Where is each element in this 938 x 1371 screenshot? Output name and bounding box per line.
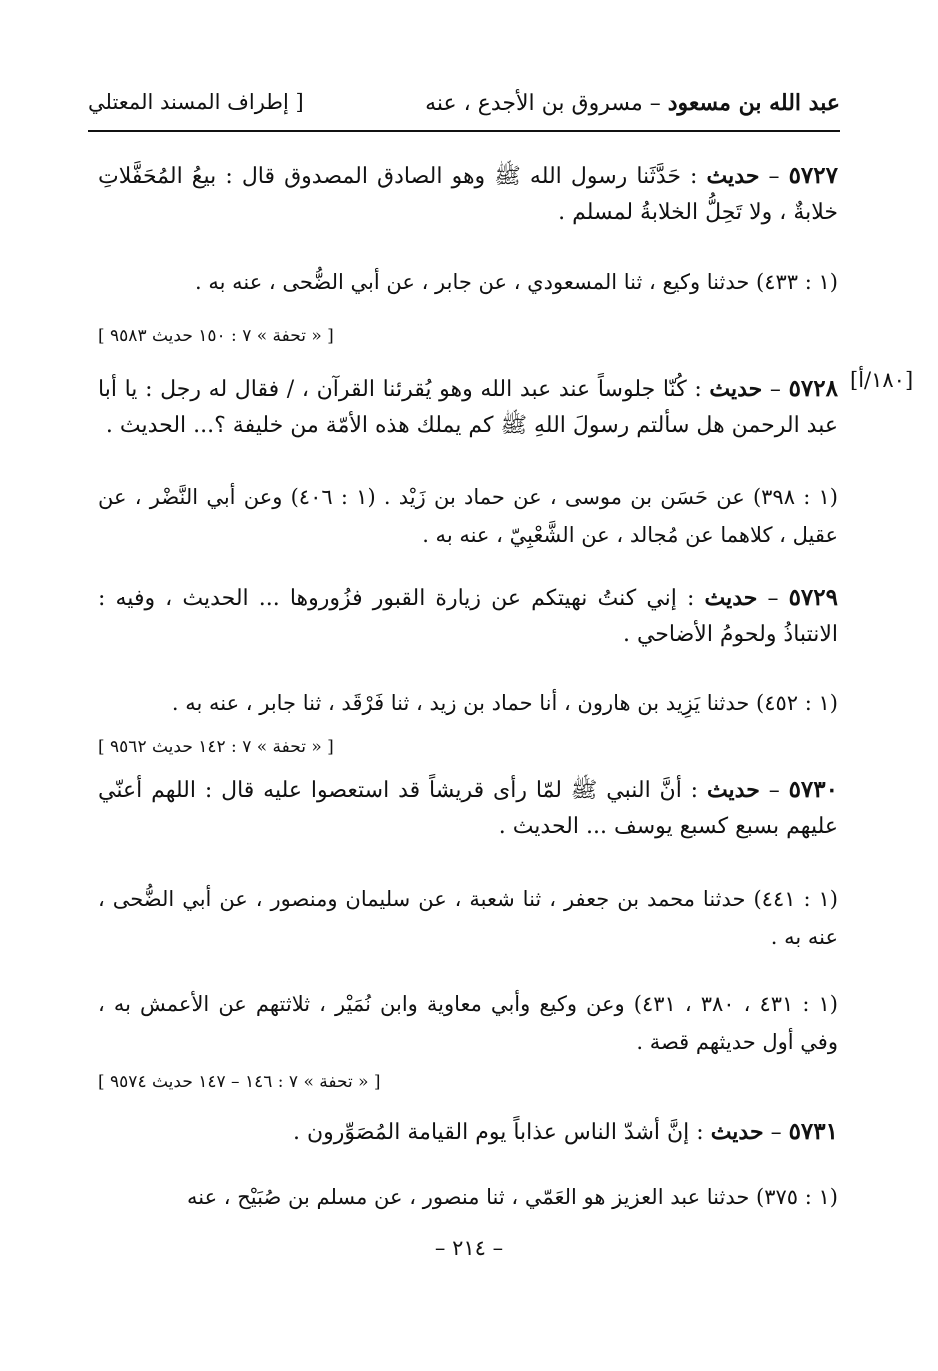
hadith-text: ٥٧٣٠ – حديث : أنَّ النبي ﷺ لمّا رأى قريشاً قد استعصوا عليه قال : اللهم أعنّي عليهم بسبع كسبع يوسف ... الحديث . [98,776,838,839]
hadith-keyword: حديث [704,585,758,611]
hadith-number: ٥٧٢٩ [788,584,838,611]
header-title-bold: عبد الله بن مسعود [667,90,840,116]
hadith-number: ٥٧٢٧ [788,162,838,189]
hadith-keyword: حديث [709,376,763,402]
header-title [425,90,840,116]
hadith-number: ٥٧٣٠ [788,776,838,803]
tuhfa-reference [98,1072,838,1092]
hadith-source-additional: (١ : ٤٣١ ، ٣٨٠ ، ٤٣١) وعن وكيع وأبي معاوية وابن نُمَيْر ، ثلاثتهم عن الأعمش به ، وفي أول حديثهم قصة . [98,992,838,1054]
hadith-source: (١ : ٤٤١) حدثنا محمد بن جعفر ، ثنا شعبة ، عن سليمان ومنصور ، عن أبي الضُّحى ، عنه به . [98,887,838,949]
tuhfa-text: [ « تحفة » ٧ : ١٤٦ – ١٤٧ حديث ٩٥٧٤ ] [98,1072,381,1092]
header-title-rest: – مسروق بن الأجدع ، عنه [425,91,668,116]
hadith-number: ٥٧٣١ [788,1118,838,1145]
hadith-body: : أنَّ النبي ﷺ لمّا رأى قريشاً قد استعصوا عليه قال : اللهم أعنّي عليهم بسبع كسبع يوسف ... الحديث . [98,778,838,839]
header-rule [88,130,840,132]
hadith-keyword: حديث [706,163,760,189]
page-number: – ٢١٤ – [434,1236,504,1260]
hadith-source: (١ : ٤٥٢) حدثنا يَزِيد بن هارون ، أنا حماد بن زيد ، ثنا فَرْقَد ، ثنا جابر ، عنه به . [171,691,838,715]
hadith-text: ٥٧٢٩ – حديث : إني كنتُ نهيتكم عن زيارة القبور فزُوروها ... الحديث ، وفيه : الانتباذُ ولحومُ الأضاحي . [98,584,838,647]
hadith-keyword: حديث [710,1119,764,1145]
tuhfa-reference [98,326,838,346]
hadith-source: (١ : ٣٩٨) عن حَسَن بن موسى ، عن حماد بن زَيْد . (١ : ٤٠٦) وعن أبي النَّضْر ، عن عقيل ، كلاهما عن مُجالد ، عن الشَّعْبِيّ ، عنه به . [98,485,838,547]
hadith-source: (١ : ٤٣٣) حدثنا وكيع ، ثنا المسعودي ، عن جابر ، عن أبي الضُّحى ، عنه به . [194,270,838,294]
hadith-keyword: حديث [706,777,760,803]
tuhfa-text: [ « تحفة » ٧ : ١٤٢ حديث ٩٥٦٢ ] [98,737,334,757]
hadith-text: ٥٧٢٨ – حديث : كُنّا جلوساً عند عبد الله وهو يُقرئنا القرآن ، / فقال له رجل : يا أبا عبد الرحمن هل سألتم رسولَ اللهِ ﷺ كم يملك هذه الأمّة من خليفة ؟... الحديث . [98,375,838,438]
hadith-body: : كُنّا جلوساً عند عبد الله وهو يُقرئنا القرآن ، / فقال له رجل : يا أبا عبد الرحمن هل سألتم رسولَ اللهِ ﷺ كم يملك هذه الأمّة من خليفة ؟... الحديث . [98,377,838,438]
hadith-number: ٥٧٢٨ [788,375,838,402]
header-book-title: [ إطراف المسند المعتلي [88,90,304,114]
margin-folio-note: [١٨٠/أ] [850,368,914,392]
hadith-body: : إني كنتُ نهيتكم عن زيارة القبور فزُوروها ... الحديث ، وفيه : الانتباذُ ولحومُ الأضاحي . [98,586,838,647]
tuhfa-reference [98,737,838,757]
hadith-body: : إنَّ أشدّ الناس عذاباً يوم القيامة المُصَوِّرون . [293,1120,711,1145]
running-header [88,84,840,128]
hadith-text: ٥٧٢٧ – حديث : حَدَّثَنا رسول الله ﷺ وهو الصادق المصدوق قال : بيعُ المُحَفَّلاتِ خلابةٌ ، ولا تَحِلُّ الخلابةُ لمسلم . [98,162,838,225]
hadith-text: ٥٧٣١ – حديث : إنَّ أشدّ الناس عذاباً يوم القيامة المُصَوِّرون . [293,1118,838,1145]
hadith-body: : حَدَّثَنا رسول الله ﷺ وهو الصادق المصدوق قال : بيعُ المُحَفَّلاتِ خلابةٌ ، ولا تَحِلُّ الخلابةُ لمسلم . [98,164,838,225]
hadith-source: (١ : ٣٧٥) حدثنا عبد العزيز هو العَمّي ، ثنا منصور ، عن مسلم بن صُبَيْح ، عنه [186,1185,838,1209]
tuhfa-text: [ « تحفة » ٧ : ١٥٠ حديث ٩٥٨٣ ] [98,326,334,346]
